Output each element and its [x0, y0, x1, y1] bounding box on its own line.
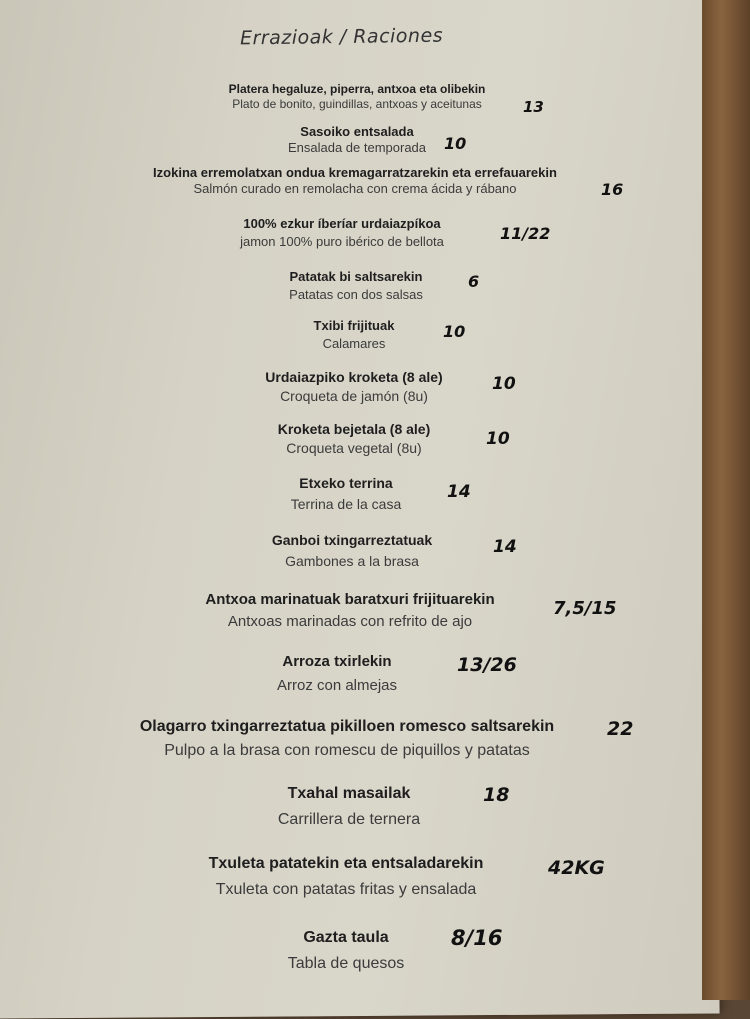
menu-item — [229, 82, 486, 113]
handwritten-price: 6 — [468, 272, 480, 291]
dish-name-basque: Patatak bi saltsarekin — [289, 269, 423, 284]
menu-item — [288, 124, 426, 157]
dish-name-basque: Gazta taula — [303, 929, 389, 946]
dish-name-spanish: Antxoas marinadas con refrito de ajo — [227, 613, 473, 630]
menu-item — [278, 782, 420, 833]
dish-name-basque: Ganboi txingarreztatuak — [271, 532, 433, 548]
handwritten-price: 14 — [493, 537, 517, 557]
dish-name-spanish: Croqueta de jamón (8u) — [280, 388, 428, 404]
handwritten-price: 11/22 — [500, 224, 551, 243]
dish-name-basque: Antxoa marinatuak baratxuri frijituarekin — [205, 591, 495, 608]
dish-name-basque: Sasoiko entsalada — [300, 124, 414, 139]
handwritten-price: 16 — [601, 180, 624, 199]
menu-item — [209, 851, 484, 904]
dish-name-basque: Txahal masailak — [287, 785, 411, 802]
dish-name-basque: Txibi frijituak — [313, 318, 395, 333]
menu-title: Errazioak / Raciones — [239, 24, 444, 50]
dish-name-spanish: Arroz con almejas — [276, 677, 398, 694]
dish-name-spanish: Carrillera de ternera — [277, 811, 421, 828]
handwritten-price: 42KG — [548, 857, 605, 879]
menu-item — [153, 165, 557, 198]
menu-item — [289, 268, 423, 305]
dish-name-spanish: Terrina de la casa — [290, 496, 402, 512]
dish-name-basque: Urdaiazpiko kroketa (8 ale) — [265, 369, 443, 385]
menu-item — [288, 925, 405, 978]
handwritten-price: 18 — [483, 784, 510, 806]
handwritten-price: 7,5/15 — [553, 598, 617, 619]
dish-name-spanish: Pulpo a la brasa con romescu de piquillos y patatas — [164, 742, 530, 759]
dish-name-basque: Etxeko terrina — [299, 475, 393, 491]
handwritten-price: 10 — [444, 134, 467, 153]
dish-name-spanish: Patatas con dos salsas — [289, 287, 423, 302]
menu-item — [291, 474, 402, 515]
dish-name-spanish: Calamares — [322, 336, 386, 351]
wooden-table-edge — [702, 0, 750, 1000]
menu-item — [205, 589, 494, 634]
menu-item — [277, 651, 397, 698]
handwritten-price: 22 — [607, 718, 634, 740]
handwritten-price: 13 — [523, 98, 544, 116]
menu-item — [140, 715, 554, 764]
menu-item — [240, 216, 444, 251]
handwritten-price: 10 — [443, 322, 466, 341]
menu-item — [265, 369, 442, 406]
menu-item — [272, 530, 432, 573]
dish-name-basque: Kroketa bejetala (8 ale) — [277, 421, 431, 437]
dish-name-basque: Platera hegaluze, piperra, antxoa eta olibekin — [228, 82, 486, 96]
menu-item — [278, 420, 431, 459]
dish-name-basque: Izokina erremolatxan ondua kremagarratzarekin eta errefauarekin — [153, 165, 557, 180]
dish-name-spanish: Salmón curado en remolacha con crema ácida y rábano — [193, 181, 517, 196]
dish-name-basque: 100% ezkur íberíar urdaiazpíkoa — [243, 216, 441, 231]
dish-name-spanish: Ensalada de temporada — [287, 140, 427, 155]
handwritten-price: 10 — [486, 429, 510, 449]
dish-name-spanish: Tabla de quesos — [287, 955, 405, 972]
handwritten-price: 13/26 — [457, 654, 517, 676]
menu-item — [314, 317, 395, 354]
dish-name-basque: Txuleta patatekin eta entsaladarekin — [208, 855, 484, 872]
dish-name-basque: Arroza txirlekin — [282, 653, 392, 670]
dish-name-spanish: Croqueta vegetal (8u) — [286, 440, 422, 456]
handwritten-price: 10 — [492, 374, 516, 394]
dish-name-spanish: Plato de bonito, guindillas, antxoas y aceitunas — [232, 97, 482, 111]
handwritten-price: 14 — [447, 482, 471, 502]
dish-name-spanish: Gambones a la brasa — [285, 553, 419, 569]
dish-name-spanish: jamon 100% puro ibérico de bellota — [240, 234, 444, 249]
dish-name-basque: Olagarro txingarreztatua pikilloen romesco saltsarekin — [139, 718, 555, 735]
handwritten-price: 8/16 — [451, 926, 503, 950]
dish-name-spanish: Txuleta con patatas fritas y ensalada — [215, 881, 477, 898]
